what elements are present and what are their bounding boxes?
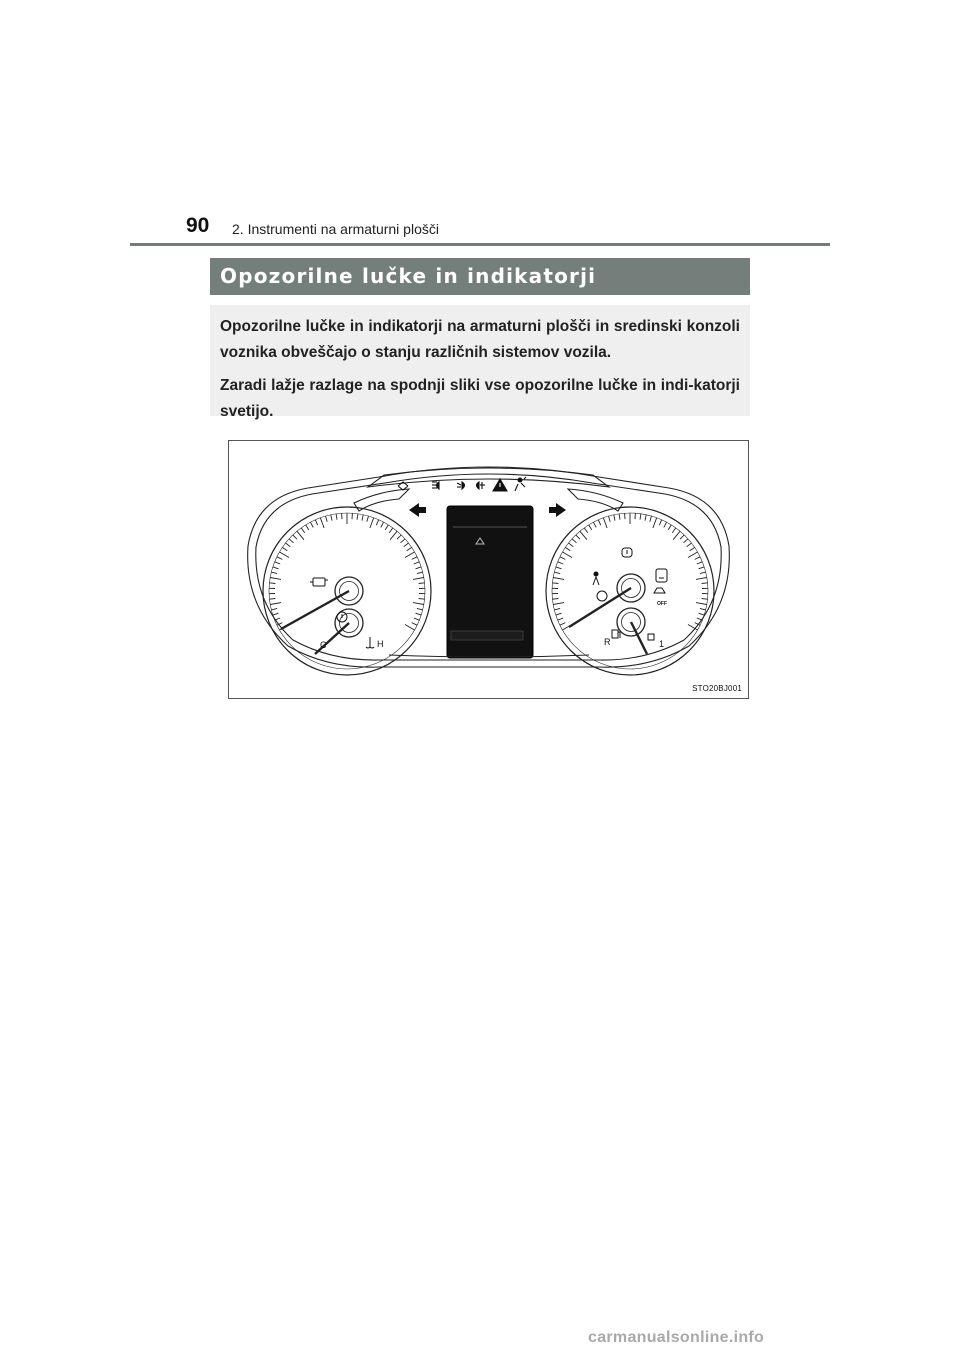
gauge-tick — [271, 572, 277, 574]
gauge-tick — [702, 599, 708, 600]
gauge-tick — [376, 520, 378, 526]
gauge-tick — [700, 608, 706, 610]
gauge-tick — [589, 525, 592, 530]
fuel-icon — [612, 630, 620, 638]
gauge-tick — [695, 557, 700, 560]
gauge-tick — [619, 514, 620, 520]
gauge-tick — [271, 608, 277, 610]
gauge-tick — [609, 516, 611, 522]
seatbelt-icon — [593, 572, 599, 585]
gauge-tick — [405, 625, 415, 631]
gauge-tick — [407, 547, 412, 550]
gauge-tick — [702, 583, 708, 584]
gauge-tick — [558, 562, 564, 564]
gauge-tick — [405, 552, 415, 558]
gauge-tick — [401, 539, 406, 543]
gauge-tick — [614, 515, 615, 521]
gauge-tick — [668, 525, 671, 530]
multi-information-display — [447, 506, 533, 658]
gauge-tick — [414, 618, 420, 620]
gauge-tick — [553, 603, 564, 605]
gauge-tick — [270, 603, 281, 605]
left-gauge — [263, 507, 431, 675]
instrument-cluster-illustration — [229, 441, 748, 698]
abs-icon — [597, 591, 607, 601]
gauge-tick — [416, 567, 422, 569]
gauge-tick — [277, 557, 282, 560]
gauge-tick — [554, 608, 560, 610]
gauge-tick — [690, 547, 695, 550]
gauge-tick — [367, 516, 369, 522]
rear-fog-icon — [477, 482, 486, 489]
gauge-tick — [273, 613, 279, 615]
brake-warning-icon — [622, 548, 632, 557]
figure-code: STO20BJ001 — [692, 684, 742, 693]
gauge-tick — [593, 522, 596, 527]
gauge-tick — [297, 531, 304, 540]
gauge-tick — [699, 613, 705, 615]
gauge-tick — [650, 516, 652, 522]
front-fog-icon — [457, 482, 465, 489]
gauge-tick — [282, 547, 287, 550]
gauge-tick — [357, 514, 358, 520]
gauge-tick — [565, 547, 570, 550]
gauge-tick — [286, 543, 291, 547]
gauge-tick — [569, 543, 574, 547]
gauge-tick — [576, 535, 580, 539]
section-title: Opozorilne lučke in indikatorji — [220, 264, 597, 288]
gauge-tick — [273, 567, 279, 569]
high-beam-icon — [432, 482, 439, 489]
gauge-tick — [556, 613, 562, 615]
gauge-tick — [370, 518, 374, 528]
page-number: 90 — [186, 214, 210, 237]
gauge-tick — [419, 583, 425, 584]
gauge-tick — [362, 515, 363, 521]
gauge-tick — [664, 522, 667, 527]
gauge-tick — [301, 528, 305, 533]
gauge-tick — [688, 552, 698, 558]
gauge-tick — [584, 528, 588, 533]
hazard-icon — [493, 479, 507, 491]
gauge-tick — [696, 578, 707, 580]
intro-paragraph: Zaradi lažje razlage na spodnji sliki vse opozorilne lučke in indi-katorji svetijo. — [220, 377, 740, 420]
running-head: 2. Instrumenti na armaturni plošči — [232, 221, 439, 237]
gauge-tick — [320, 518, 324, 528]
gauge-tick — [697, 562, 703, 564]
gauge-tick — [556, 567, 562, 569]
gauge-tick — [336, 514, 337, 520]
gauge-tick — [560, 623, 565, 626]
gauge-tick — [554, 572, 560, 574]
gauge-tick — [315, 520, 317, 526]
gauge-tick — [560, 557, 565, 560]
turn-right-icon — [549, 503, 566, 517]
gauge-tick — [672, 528, 676, 533]
gauge-tick — [385, 525, 388, 530]
gauge-tick — [553, 578, 564, 580]
gauge-tick — [397, 535, 401, 539]
intro-box — [210, 305, 750, 420]
gauge-tick — [684, 539, 689, 543]
gauge-tick — [696, 603, 707, 605]
gauge-tick — [412, 557, 417, 560]
turn-left-icon — [409, 503, 426, 517]
gauge-tick — [603, 518, 607, 528]
gauge-tick — [306, 525, 309, 530]
gauge-tick — [389, 528, 393, 533]
gauge-tick — [275, 618, 281, 620]
gauge-tick — [404, 543, 409, 547]
gauge-tick — [552, 583, 558, 584]
gauge-tick — [390, 531, 397, 540]
gauge-tick — [310, 522, 313, 527]
gauge-tick — [580, 531, 587, 540]
instrument-cluster-figure — [228, 440, 749, 699]
gauge-tick — [563, 552, 573, 558]
gauge-tick — [419, 599, 425, 600]
check-engine-icon — [310, 578, 328, 586]
gauge-tick — [326, 516, 328, 522]
gauge-tick — [558, 618, 564, 620]
gauge-tick — [697, 618, 703, 620]
gauge-tick — [413, 603, 424, 605]
gauge-tick — [412, 623, 417, 626]
off-label: OFF — [657, 601, 667, 607]
watermark: carmanualsonline.info — [588, 1329, 765, 1346]
coolant-temp-icon — [366, 637, 374, 648]
section-title-bar — [210, 258, 750, 295]
intro-paragraph: Opozorilne lučke in indikatorji na armaturni plošči in sredinski konzoli voznika obveščajo o stanju različnih sistemov vozila. — [220, 318, 740, 361]
gauge-tick — [673, 531, 680, 540]
gauge-tick — [413, 578, 424, 580]
power-one-label: 1 — [659, 639, 665, 649]
right-gauge — [546, 507, 714, 675]
lane-icon — [656, 569, 667, 582]
oil-pressure-icon — [337, 612, 347, 622]
gauge-tick — [270, 578, 281, 580]
gauge-tick — [645, 515, 646, 521]
gauge-tick — [680, 535, 684, 539]
gauge-tick — [414, 562, 420, 564]
gauge-tick — [275, 562, 281, 564]
gauge-tick — [552, 599, 558, 600]
gauge-tick — [381, 522, 384, 527]
temp-cold-label: C — [320, 640, 327, 650]
gauge-tick — [416, 613, 422, 615]
gauge-tick — [289, 539, 294, 543]
gauge-tick — [659, 520, 661, 526]
battery-icon — [648, 634, 654, 640]
gauge-tick — [653, 518, 657, 528]
gauge-tick — [417, 572, 423, 574]
gauge-tick — [293, 535, 297, 539]
gauge-tick — [640, 514, 641, 520]
power-r-label: R — [604, 637, 611, 647]
gauge-tick — [700, 572, 706, 574]
gauge-tick — [331, 515, 332, 521]
slip-icon — [654, 588, 665, 593]
gauge-tick — [417, 608, 423, 610]
header-rule — [130, 243, 830, 246]
gauge-tick — [687, 543, 692, 547]
gauge-tick — [269, 583, 275, 584]
gauge-tick — [572, 539, 577, 543]
gauge-tick — [269, 599, 275, 600]
gauge-tick — [598, 520, 600, 526]
temp-hot-label: H — [377, 639, 384, 649]
gauge-tick — [699, 567, 705, 569]
gauge-tick — [280, 552, 290, 558]
